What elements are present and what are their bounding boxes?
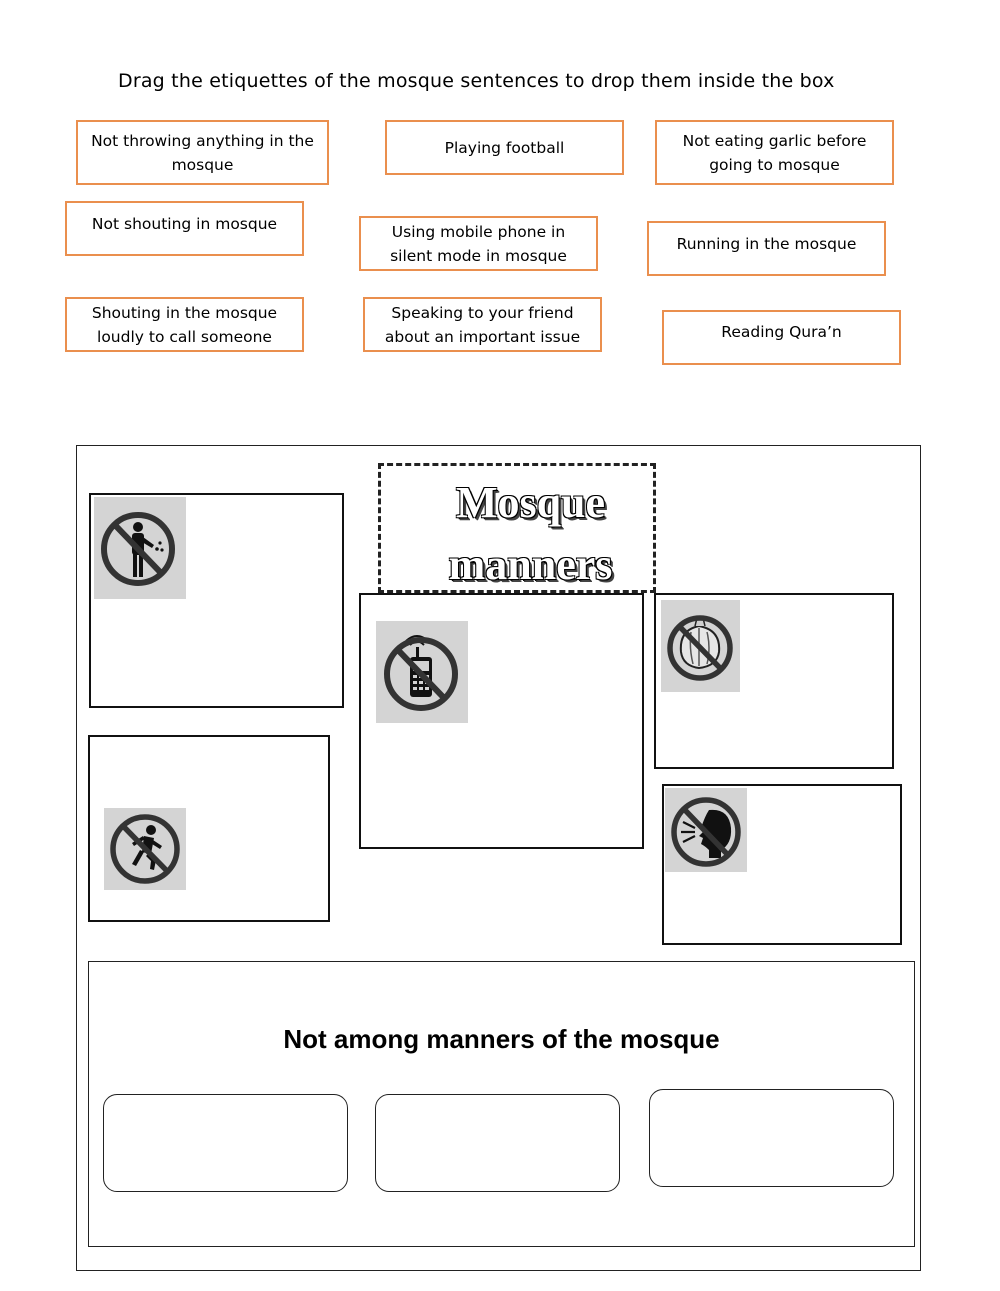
tag-reading-quran[interactable]: Reading Qura’n	[662, 310, 901, 365]
no-garlic-icon	[661, 600, 740, 692]
tag-mobile-silent[interactable]: Using mobile phone in silent mode in mosque	[359, 216, 598, 271]
instruction-text: Drag the etiquettes of the mosque sentences to drop them inside the box	[118, 70, 835, 92]
no-running-icon	[104, 808, 186, 890]
tag-playing-football[interactable]: Playing football	[385, 120, 624, 175]
not-among-slot-2[interactable]	[375, 1094, 620, 1192]
page-title	[378, 472, 683, 596]
no-littering-icon	[94, 497, 186, 599]
not-among-slot-1[interactable]	[103, 1094, 348, 1192]
title-line-1: Mosque	[455, 478, 606, 527]
no-mobile-phone-icon	[376, 621, 468, 723]
tag-shouting-loudly[interactable]: Shouting in the mosque loudly to call someone	[65, 297, 304, 352]
tag-not-eating-garlic[interactable]: Not eating garlic before going to mosque	[655, 120, 894, 185]
tag-running[interactable]: Running in the mosque	[647, 221, 886, 276]
title-line-2: manners	[448, 540, 613, 589]
not-among-slot-3[interactable]	[649, 1089, 894, 1187]
tag-speaking-friend[interactable]: Speaking to your friend about an important issue	[363, 297, 602, 352]
tag-not-shouting[interactable]: Not shouting in mosque	[65, 201, 304, 256]
tag-not-throwing[interactable]: Not throwing anything in the mosque	[76, 120, 329, 185]
no-shouting-icon	[665, 788, 747, 872]
not-among-manners-label: Not among manners of the mosque	[283, 1024, 720, 1054]
